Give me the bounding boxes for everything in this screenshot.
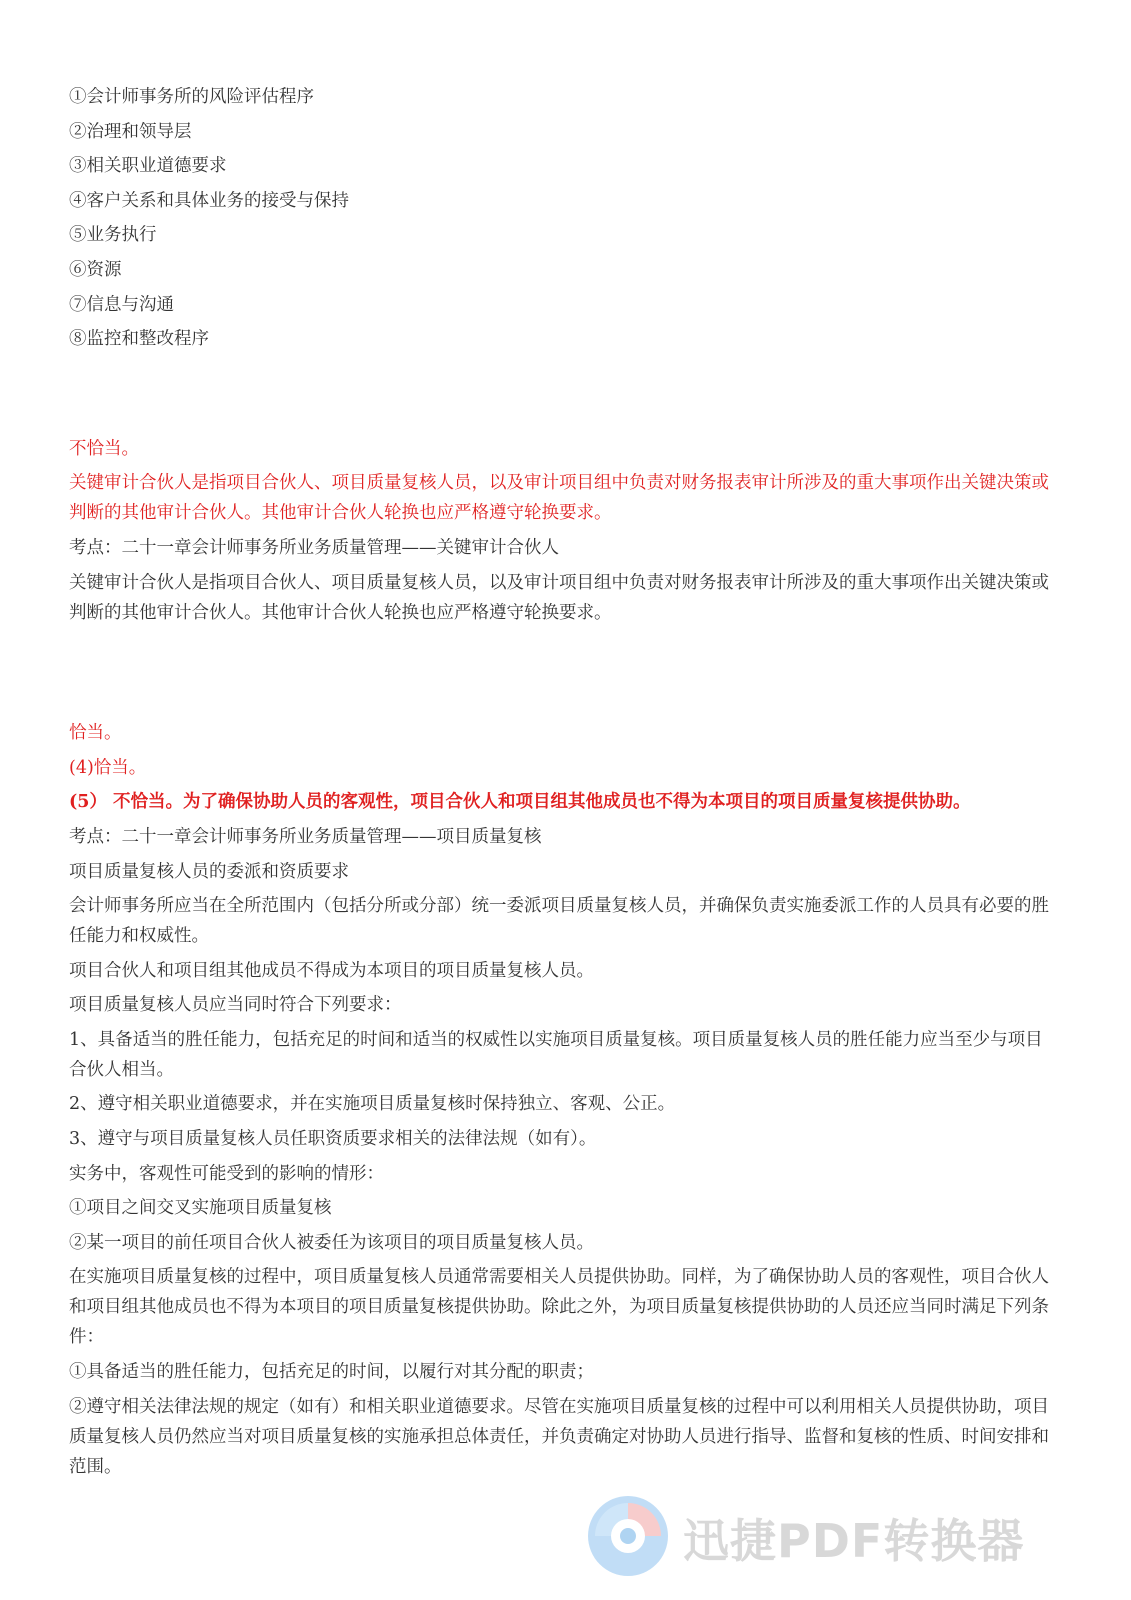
list-item: ⑧监控和整改程序 xyxy=(69,329,209,350)
list-item: ⑥资源 xyxy=(69,259,122,280)
paragraph: ②某一项目的前任项目合伙人被委任为该项目的项目质量复核人员。 xyxy=(69,1232,594,1253)
exam-point: 考点：二十一章会计师事务所业务质量管理——关键审计合伙人 xyxy=(69,537,559,558)
paragraph: ②遵守相关法律法规的规定（如有）和相关职业道德要求。尽管在实施项目质量复核的过程中可以利用相关人员提供协助，项目质量复核人员仍然应当对项目质量复核的实施承担总体责任，并负责确定对协助人员进行指导、监督和复核的性质、时间安排和范围。 xyxy=(69,1396,1049,1477)
answer-verdict: 恰当。 xyxy=(69,723,122,744)
paragraph: 实务中，客观性可能受到的影响的情形： xyxy=(69,1163,384,1184)
quality-management-components-list xyxy=(69,82,1059,354)
watermark-text: 迅捷PDF转换器 xyxy=(683,1513,1025,1568)
paragraph: 1、具备适当的胜任能力，包括充足的时间和适当的权威性以实施项目质量复核。项目质量复核人员的胜任能力应当至少与项目合伙人相当。 xyxy=(69,1029,1043,1080)
paragraph: 在实施项目质量复核的过程中，项目质量复核人员通常需要相关人员提供协助。同样，为了确保协助人员的客观性，项目合伙人和项目组其他成员也不得为本项目的项目质量复核提供协助。除此之外，为项目质量复核提供协助的人员还应当同时满足下列条件： xyxy=(69,1267,1049,1348)
answer-verdict: 不恰当。 xyxy=(69,438,139,459)
list-item: ②治理和领导层 xyxy=(69,121,192,142)
paragraph: 项目质量复核人员应当同时符合下列要求： xyxy=(69,995,402,1016)
answer-text: 关键审计合伙人是指项目合伙人、项目质量复核人员，以及审计项目组中负责对财务报表审计所涉及的重大事项作出关键决策或判断的其他审计合伙人。其他审计合伙人轮换也应严格遵守轮换要求。 xyxy=(69,473,1049,524)
list-item: ①会计师事务所的风险评估程序 xyxy=(69,87,314,107)
exam-point: 考点：二十一章会计师事务所业务质量管理——项目质量复核 xyxy=(69,826,542,847)
paragraph: 会计师事务所应当在全所范围内（包括分所或分部）统一委派项目质量复核人员，并确保负责实施委派工作的人员具有必要的胜任能力和权威性。 xyxy=(69,896,1049,947)
paragraph: 2、遵守相关职业道德要求，并在实施项目质量复核时保持独立、客观、公正。 xyxy=(69,1094,676,1115)
list-item: ⑤业务执行 xyxy=(69,225,157,246)
paragraph: ①项目之间交叉实施项目质量复核 xyxy=(69,1198,332,1219)
answer-item-5: (5） 不恰当。为了确保协助人员的客观性，项目合伙人和项目组其他成员也不得为本项目的项目质量复核提供协助。 xyxy=(69,792,971,813)
document-page xyxy=(69,82,1059,1486)
paragraph: 项目合伙人和项目组其他成员不得成为本项目的项目质量复核人员。 xyxy=(69,960,594,981)
list-item: ④客户关系和具体业务的接受与保持 xyxy=(69,190,349,211)
answer-item-4: (4)恰当。 xyxy=(69,757,147,778)
paragraph: 3、遵守与项目质量复核人员任职资质要求相关的法律法规（如有）。 xyxy=(69,1129,597,1150)
list-item: ⑦信息与沟通 xyxy=(69,294,174,315)
list-item: ③相关职业道德要求 xyxy=(69,156,227,177)
paragraph: ①具备适当的胜任能力，包括充足的时间，以履行对其分配的职责； xyxy=(69,1362,594,1383)
xunjie-logo-icon xyxy=(585,1493,671,1583)
explanation-text: 关键审计合伙人是指项目合伙人、项目质量复核人员，以及审计项目组中负责对财务报表审计所涉及的重大事项作出关键决策或判断的其他审计合伙人。其他审计合伙人轮换也应严格遵守轮换要求。 xyxy=(69,572,1049,623)
section-key-audit-partner xyxy=(69,434,1059,628)
section-quality-review xyxy=(69,718,1059,1482)
watermark xyxy=(585,1490,1105,1585)
paragraph: 项目质量复核人员的委派和资质要求 xyxy=(69,861,349,882)
